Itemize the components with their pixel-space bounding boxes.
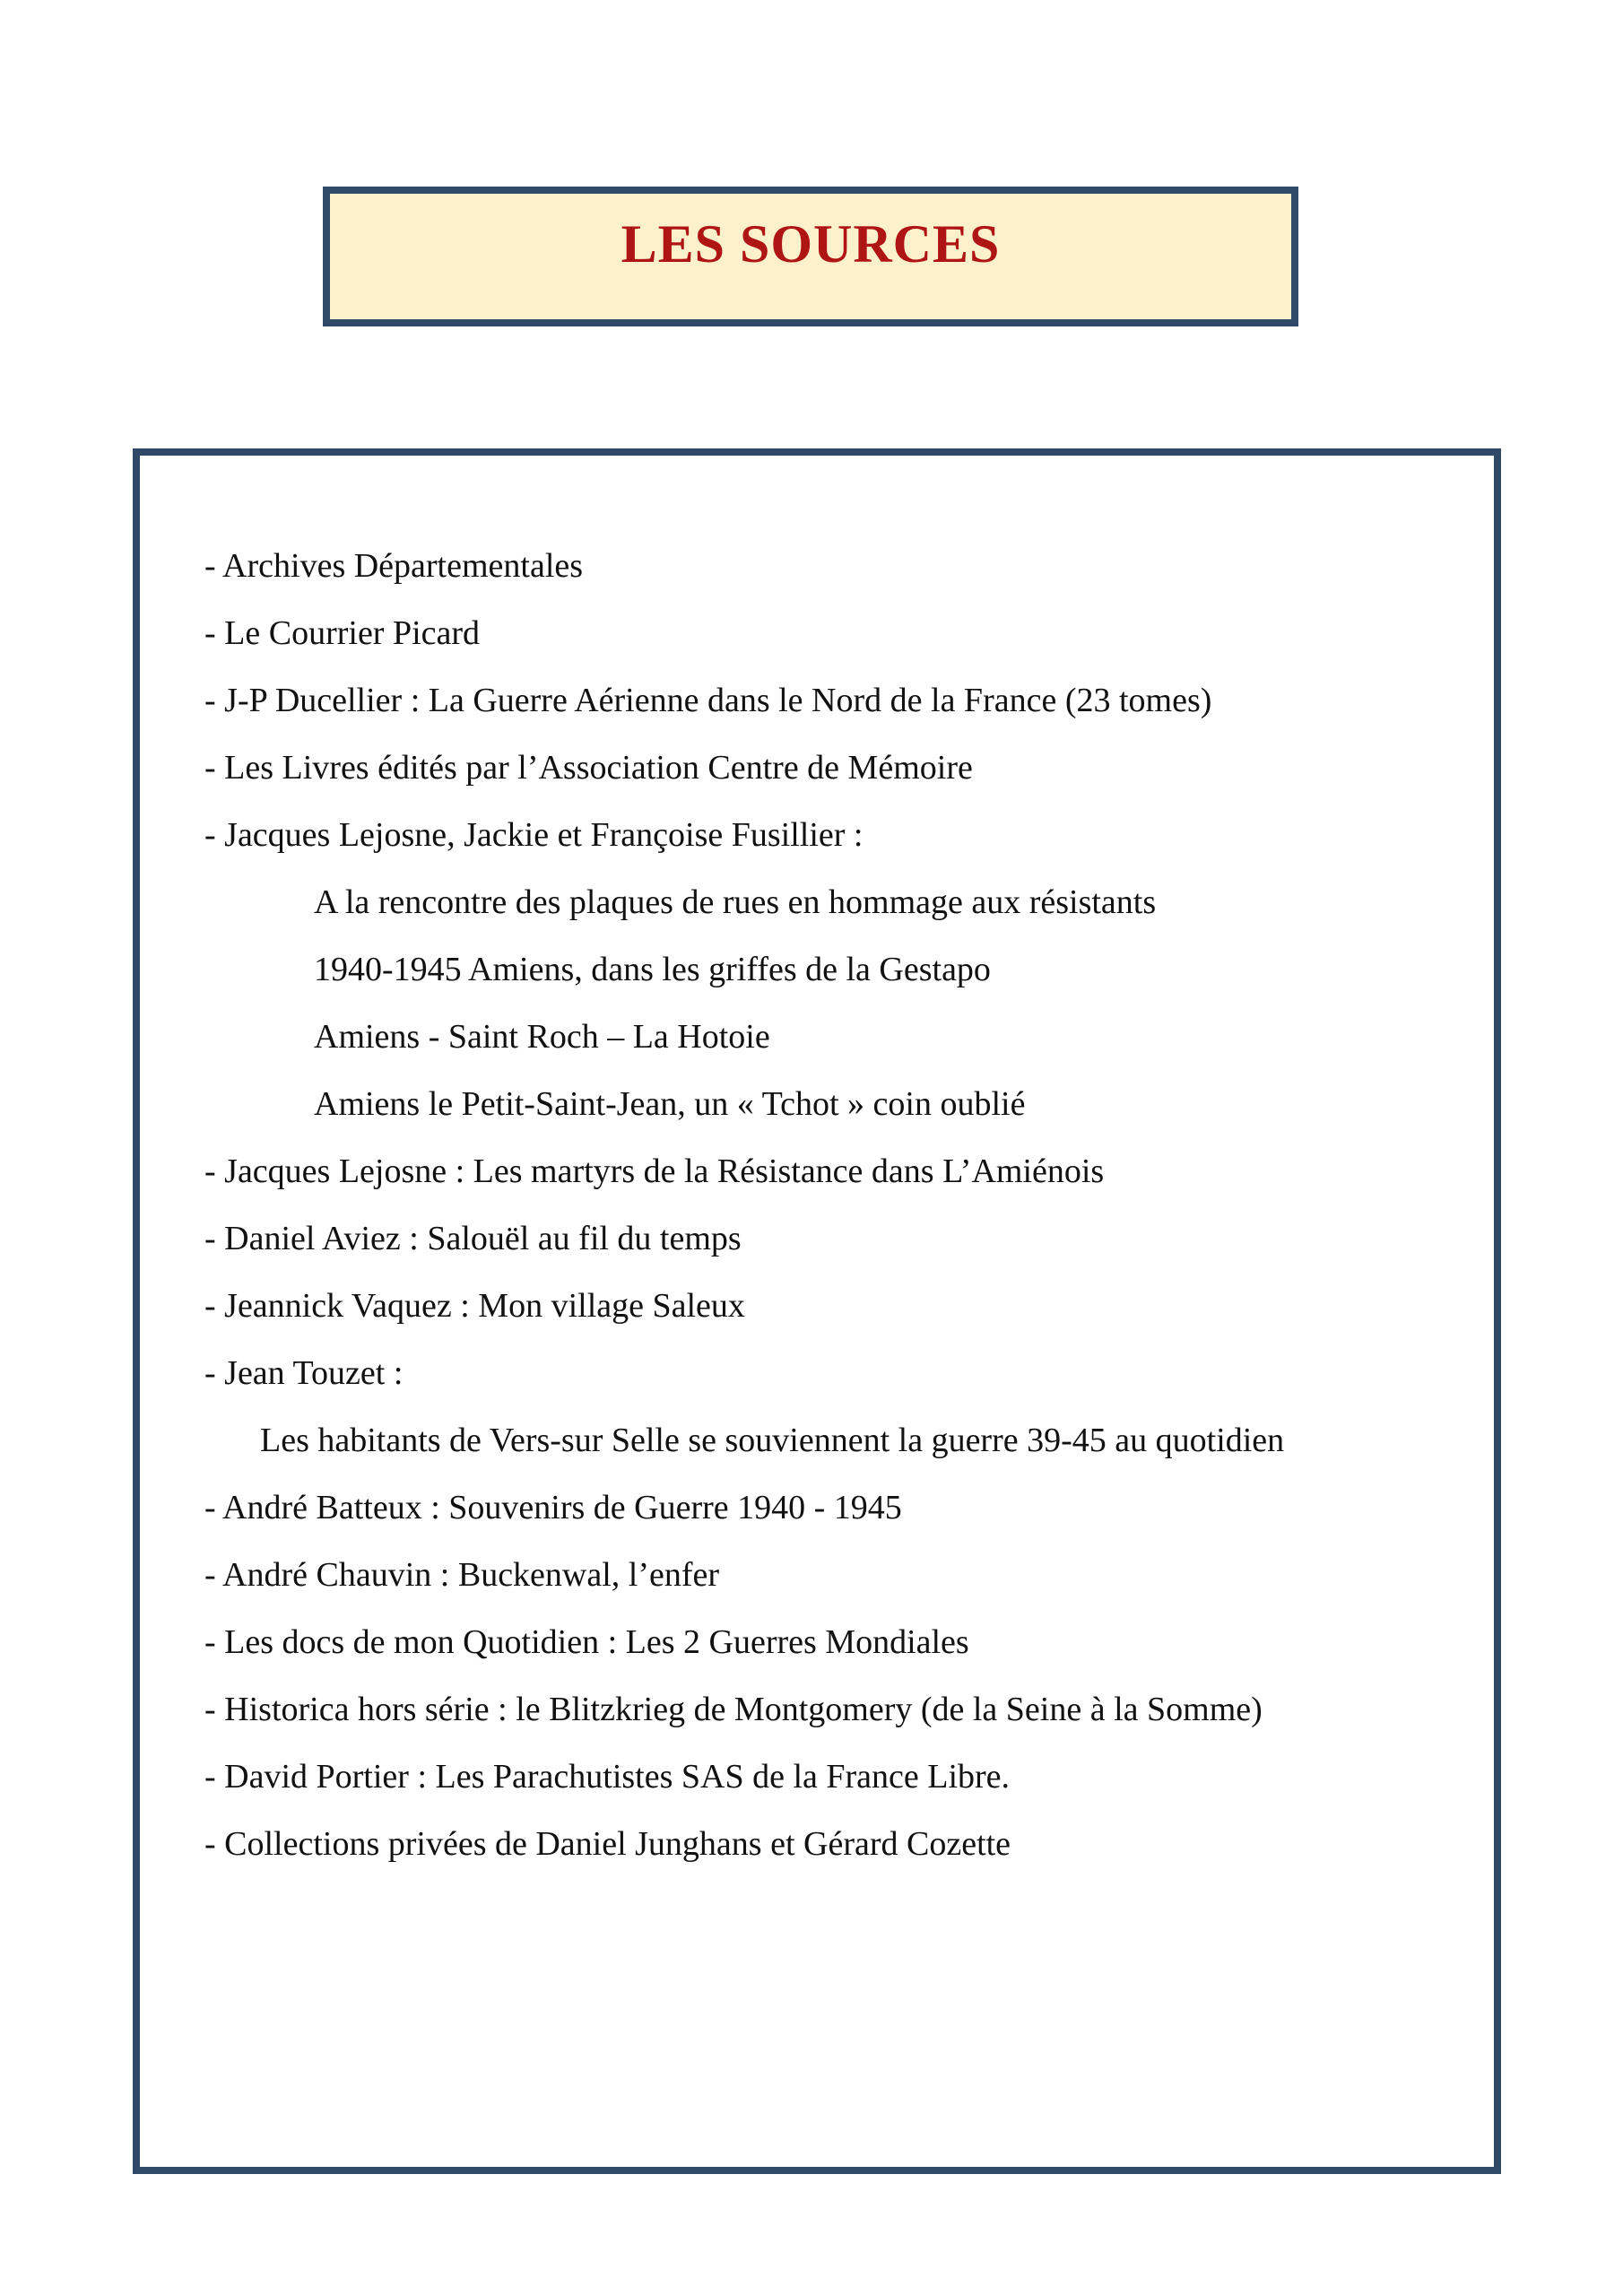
source-subitem: Amiens le Petit-Saint-Jean, un « Tchot » coin oublié	[314, 1085, 1026, 1123]
source-subitem: Amiens - Saint Roch – La Hotoie	[314, 1018, 770, 1056]
source-item: - André Batteux : Souvenirs de Guerre 1940 - 1945	[204, 1489, 902, 1526]
source-item: - J-P Ducellier : La Guerre Aérienne dans le Nord de la France (23 tomes)	[204, 682, 1212, 719]
source-item: - Daniel Aviez : Salouël au fil du temps	[204, 1220, 742, 1257]
source-item: - André Chauvin : Buckenwal, l’enfer	[204, 1556, 720, 1594]
title-box	[323, 187, 1298, 326]
page-title: LES SOURCES	[621, 214, 1001, 274]
source-item: - Les docs de mon Quotidien : Les 2 Guerres Mondiales	[204, 1623, 969, 1661]
source-subitem: Les habitants de Vers-sur Selle se souviennent la guerre 39-45 au quotidien	[260, 1422, 1285, 1459]
source-item: - Collections privées de Daniel Junghans et Gérard Cozette	[204, 1825, 1011, 1863]
source-item: - Historica hors série : le Blitzkrieg de Montgomery (de la Seine à la Somme)	[204, 1691, 1263, 1728]
sources-box	[133, 448, 1501, 2174]
source-item: - Les Livres édités par l’Association Centre de Mémoire	[204, 749, 973, 787]
source-item: - Jeannick Vaquez : Mon village Saleux	[204, 1287, 745, 1325]
source-item: - Jacques Lejosne : Les martyrs de la Résistance dans L’Amiénois	[204, 1152, 1105, 1190]
source-item: - David Portier : Les Parachutistes SAS de la France Libre.	[204, 1758, 1011, 1796]
source-item: - Le Courrier Picard	[204, 614, 481, 652]
source-item: - Archives Départementales	[204, 547, 584, 585]
source-item: - Jean Touzet :	[204, 1354, 404, 1392]
source-list	[204, 533, 1485, 1878]
source-subitem: 1940-1945 Amiens, dans les griffes de la Gestapo	[314, 951, 991, 988]
source-subitem: A la rencontre des plaques de rues en hommage aux résistants	[314, 883, 1157, 921]
source-item: - Jacques Lejosne, Jackie et Françoise Fusillier :	[204, 816, 864, 854]
